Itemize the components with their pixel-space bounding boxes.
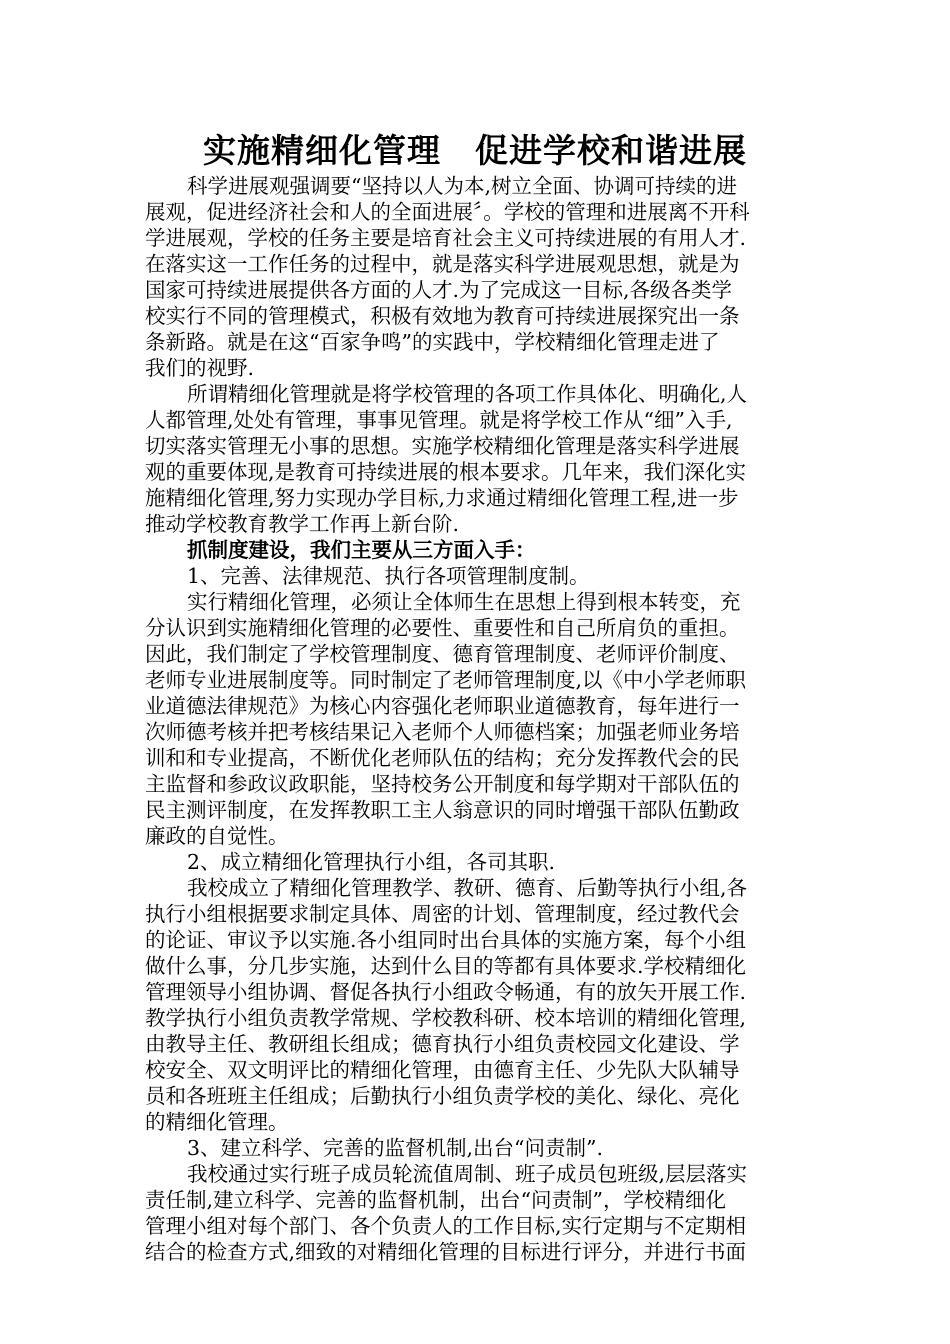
paragraph-line: 3、建立科学、完善的监督机制,出台“问责制”.	[187, 1136, 604, 1160]
paragraph-line: 实行精细化管理，必须让全体师生在思想上得到根本转变，充	[187, 590, 741, 614]
document-page	[145, 130, 805, 1265]
paragraph-line: 结合的检查方式,细致的对精细化管理的目标进行评分，并进行书面	[145, 1240, 747, 1264]
section-heading-line: 抓制度建设，我们主要从三方面入手：	[187, 538, 536, 562]
paragraph-line: 管理领导小组协调、督促各执行小组政令畅通，有的放矢开展工作.	[145, 980, 747, 1004]
paragraph-line: 由教导主任、教研组长组成；德育执行小组负责校园文化建设、学	[145, 1032, 740, 1056]
paragraph-line: 老师专业进展制度等。同时制定了老师管理制度,以《中小学老师职	[145, 668, 747, 692]
document-title: 实施精细化管理 促进学校和谐进展	[203, 131, 747, 170]
paragraph-line: 2、成立精细化管理执行小组，各司其职.	[187, 850, 556, 874]
paragraph-line: 员和各班班主任组成；后勤执行小组负责学校的美化、绿化、亮化	[145, 1084, 740, 1108]
paragraph-line: 做什么事，分几步实施，达到什么目的等都有具体要求.学校精细化	[145, 954, 747, 978]
paragraph-line: 执行小组根据要求制定具体、周密的计划、管理制度，经过教代会	[145, 902, 740, 926]
paragraph-line: 教学执行小组负责教学常规、学校教科研、校本培训的精细化管理,	[145, 1006, 747, 1030]
paragraph-line: 次师德考核并把考核结果记入老师个人师德档案；加强老师业务培	[145, 720, 740, 744]
paragraph-line: 所谓精细化管理就是将学校管理的各项工作具体化、明确化,人	[187, 382, 748, 406]
paragraph-line: 施精细化管理,努力实现办学目标,力求通过精细化管理工程,进一步	[145, 486, 739, 510]
paragraph-line: 我校通过实行班子成员轮流值周制、班子成员包班级,层层落实	[187, 1162, 748, 1186]
paragraph-line: 校安全、双文明评比的精细化管理，由德育主任、少先队大队辅导	[145, 1058, 740, 1082]
paragraph-line: 管理小组对每个部门、各个负责人的工作目标,实行定期与不定期相	[145, 1214, 747, 1238]
paragraph-line: 主监督和参政议政职能，坚持校务公开制度和每学期对干部队伍的	[145, 772, 740, 796]
paragraph-line: 切实落实管理无小事的思想。实施学校精细化管理是落实科学进展	[145, 434, 740, 458]
paragraph-line: 训和和专业提高，不断优化老师队伍的结构；充分发挥教代会的民	[145, 746, 740, 770]
paragraph-line: 观的重要体现,是教育可持续进展的根本要求。几年来，我们深化实	[145, 460, 747, 484]
paragraph-line: 民主测评制度，在发挥教职工主人翁意识的同时增强干部队伍勤政	[145, 798, 740, 822]
paragraph-line: 校实行不同的管理模式，积极有效地为教育可持续进展探究出一条	[145, 304, 740, 328]
paragraph-line: 我们的视野.	[145, 356, 255, 380]
paragraph-line: 在落实这一工作任务的过程中，就是落实科学进展观思想，就是为	[145, 252, 740, 276]
paragraph-line: 科学进展观强调要“坚持以人为本,树立全面、协调可持续的进	[187, 174, 737, 198]
paragraph-line: 推动学校教育教学工作再上新台阶.	[145, 512, 460, 536]
paragraph-line: 人都管理,处处有管理，事事见管理。就是将学校工作从“细”入手,	[145, 408, 733, 432]
paragraph-line: 1、完善、法律规范、执行各项管理制度制。	[187, 564, 590, 588]
paragraph-line: 业道德法律规范》为核心内容强化老师职业道德教育，每年进行一	[145, 694, 740, 718]
document-body	[145, 173, 805, 1265]
paragraph-line: 展观，促进经济社会和人的全面进展〞。学校的管理和进展离不开科	[145, 200, 750, 224]
paragraph-line: 廉政的自觉性。	[145, 824, 289, 848]
paragraph-line: 责任制,建立科学、完善的监督机制，出台“问责制”，学校精细化	[145, 1188, 726, 1212]
paragraph-line: 条新路。就是在这“百家争鸣”的实践中，学校精细化管理走进了	[145, 330, 720, 354]
paragraph-line: 国家可持续进展提供各方面的人才.为了完成这一目标,各级各类学	[145, 278, 733, 302]
paragraph-line: 分认识到实施精细化管理的必要性、重要性和自己所肩负的重担。	[145, 616, 740, 640]
paragraph-line: 我校成立了精细化管理教学、教研、德育、后勤等执行小组,各	[187, 876, 748, 900]
paragraph-line: 的精细化管理。	[145, 1110, 289, 1134]
paragraph-line: 因此，我们制定了学校管理制度、德育管理制度、老师评价制度、	[145, 642, 740, 666]
paragraph-line: 的论证、审议予以实施.各小组同时出台具体的实施方案，每个小组	[145, 928, 747, 952]
paragraph-line: 学进展观，学校的任务主要是培育社会主义可持续进展的有用人才.	[145, 226, 747, 250]
